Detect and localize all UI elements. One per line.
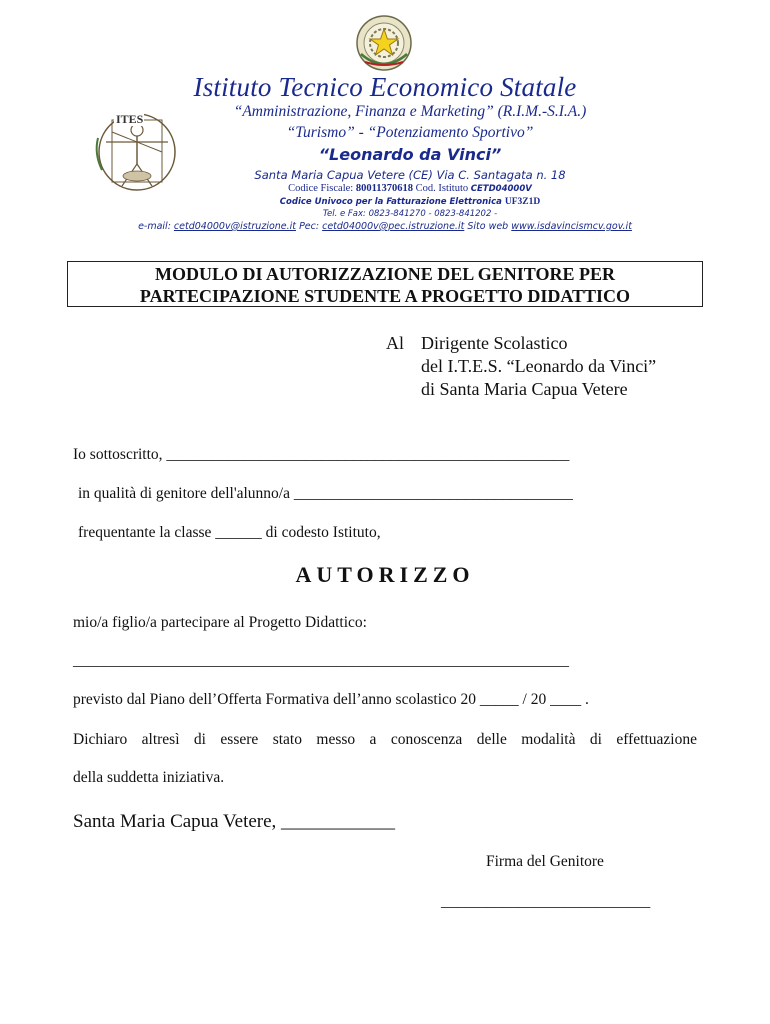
undersigned-field[interactable]: Io sottoscritto, ____________________________________________________ [73,446,570,463]
institute-code: CETD04000V [470,184,532,194]
school-name: Istituto Tecnico Economico Statale [193,72,577,102]
parent-of-student-field[interactable]: in qualità di genitore dell'alunno/a ____________________________________ [78,485,573,502]
pec-link[interactable]: cetd04000v@pec.istruzione.it [322,221,465,232]
project-intro: mio/a figlio/a partecipare al Progetto Didattico: [73,614,367,631]
email-label: e-mail: [138,221,171,232]
contacts-line [60,221,710,232]
recipient-line-3: di Santa Maria Capua Vetere [421,379,628,399]
email-link[interactable]: cetd04000v@istruzione.it [173,221,297,232]
einvoice-code: UF3Z1D [504,197,541,207]
web-label: Sito web [467,221,509,232]
project-name-field[interactable]: ________________________________________________________________ [73,652,569,669]
recipient-line-1: Dirigente Scolastico [421,333,568,353]
einvoice-label: Codice Univoco per la Fatturazione Elettronica [279,197,502,207]
signature-label: Firma del Genitore [486,853,604,870]
fiscal-codes [150,183,670,194]
website-link[interactable]: www.isdavincismcv.gov.it [511,221,632,232]
fiscal-code: 80011370618 [355,183,413,194]
einvoice-code-line [150,197,670,207]
tourism-line: “Turismo” - “Potenziamento Sportivo” [286,124,534,141]
form-title-line2: PARTECIPAZIONE STUDENTE A PROGETTO DIDATTICO [139,286,631,306]
pec-label: Pec: [299,221,320,232]
tel-fax: Tel. e Fax: 0823-841270 - 0823-841202 - [322,209,498,219]
school-address: Santa Maria Capua Vetere (CE) Via C. Santagata n. 18 [254,168,566,182]
logo-text: ITES [116,112,144,126]
fiscal-label: Codice Fiscale: [288,183,354,194]
form-title-box [67,261,703,307]
form-title-line1: MODULO DI AUTORIZZAZIONE DEL GENITORE PER [155,264,615,284]
institute-code-label: Cod. Istituto [415,183,469,194]
school-dedication: “Leonardo da Vinci” [318,145,502,164]
recipient-prefix: Al [386,333,404,353]
italian-republic-emblem-icon [355,14,413,72]
class-field[interactable]: frequentante la classe ______ di codesto Istituto, [78,524,381,541]
declaration-line-1: Dichiaro altresì di essere stato messo a conoscenza delle modalità di effettuazione [73,731,697,748]
recipient-line-2: del I.T.E.S. “Leonardo da Vinci” [421,356,657,376]
signature-field[interactable]: ___________________________ [441,893,651,910]
place-date-field[interactable]: Santa Maria Capua Vetere, ____________ [73,811,396,832]
courses-line: “Amministrazione, Finanza e Marketing” (R.I.M.-S.I.A.) [233,103,587,120]
school-year-field[interactable]: previsto dal Piano dell’Offerta Formativa dell’anno scolastico 20 _____ / 20 ____ . [73,691,589,708]
declaration-line-2: della suddetta iniziativa. [73,769,225,786]
authorize-heading: AUTORIZZO [295,562,475,587]
